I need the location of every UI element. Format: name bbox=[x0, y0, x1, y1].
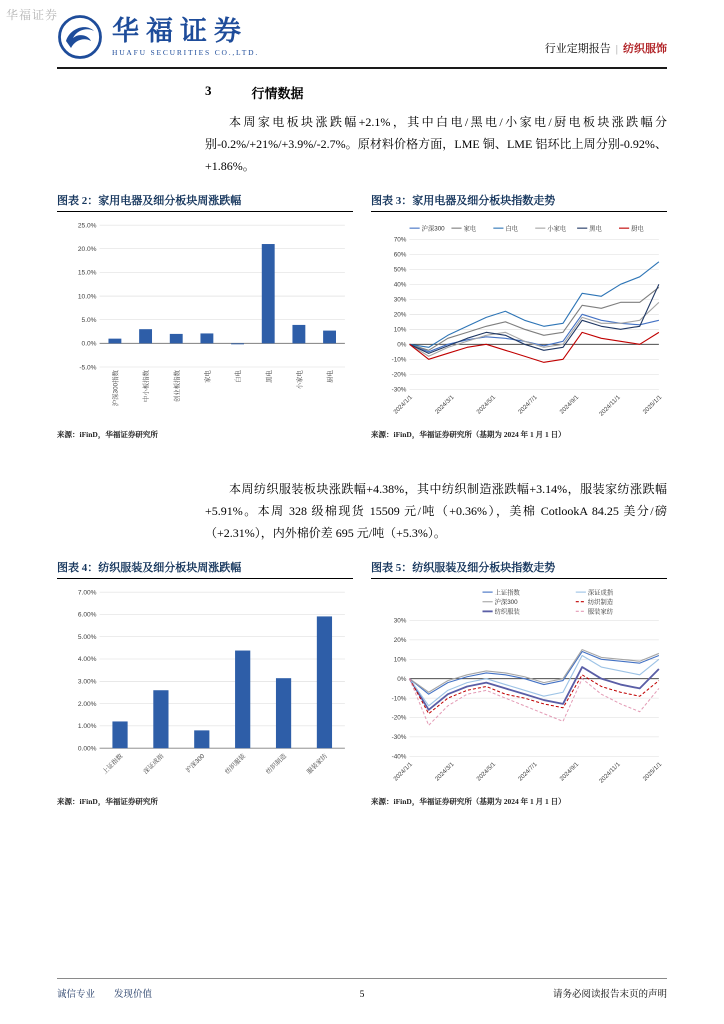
svg-text:2024/5/1: 2024/5/1 bbox=[475, 393, 498, 416]
figure-4-label: 图表 4： bbox=[57, 561, 99, 574]
huafu-logo-icon bbox=[57, 14, 103, 60]
svg-text:厨电: 厨电 bbox=[327, 370, 335, 383]
svg-text:2.00%: 2.00% bbox=[77, 700, 97, 708]
meta-separator: | bbox=[615, 43, 618, 55]
line-chart-home-appliance bbox=[371, 217, 667, 426]
figure-3-source: 来源：iFinD，华福证券研究所（基期为 2024 年 1 月 1 日） bbox=[371, 429, 566, 439]
svg-text:0%: 0% bbox=[397, 675, 407, 683]
logo-title: 华福证券 bbox=[112, 15, 248, 46]
svg-text:纺织服装: 纺织服装 bbox=[224, 752, 248, 776]
svg-text:40%: 40% bbox=[393, 281, 407, 289]
report-type: 行业定期报告 bbox=[544, 43, 611, 55]
svg-text:沪深300: 沪深300 bbox=[421, 225, 445, 233]
svg-text:25.0%: 25.0% bbox=[77, 222, 97, 230]
figure-3-title: 图表 3： 家用电器及细分板块指数走势 bbox=[371, 192, 667, 212]
svg-text:上证指数: 上证指数 bbox=[494, 589, 520, 597]
section-heading bbox=[205, 83, 667, 102]
svg-text:0.0%: 0.0% bbox=[81, 340, 97, 348]
figure-4 bbox=[57, 559, 353, 807]
svg-text:20%: 20% bbox=[393, 636, 407, 644]
figure-row-1 bbox=[57, 192, 667, 440]
svg-text:0.00%: 0.00% bbox=[77, 745, 97, 753]
figure-2-source: 来源：iFinD，华福证券研究所 bbox=[57, 429, 158, 439]
svg-text:-5.0%: -5.0% bbox=[79, 364, 97, 372]
svg-text:2025/1/1: 2025/1/1 bbox=[641, 760, 664, 783]
figure-5-source: 来源：iFinD，华福证券研究所（基期为 2024 年 1 月 1 日） bbox=[371, 796, 566, 806]
svg-text:2024/7/1: 2024/7/1 bbox=[516, 760, 539, 783]
page-footer bbox=[57, 978, 667, 1000]
svg-text:-40%: -40% bbox=[391, 753, 407, 761]
svg-text:纺织服装: 纺织服装 bbox=[494, 608, 520, 616]
svg-text:60%: 60% bbox=[393, 251, 407, 259]
svg-text:服装家纺: 服装家纺 bbox=[587, 608, 614, 616]
svg-text:3.00%: 3.00% bbox=[77, 678, 97, 686]
figure-row-2 bbox=[57, 559, 667, 807]
section-number: 3 bbox=[205, 83, 212, 98]
svg-text:2024/9/1: 2024/9/1 bbox=[558, 760, 581, 783]
report-meta bbox=[545, 40, 667, 60]
svg-text:小家电: 小家电 bbox=[296, 370, 304, 390]
svg-text:20.0%: 20.0% bbox=[77, 245, 97, 253]
logo-text bbox=[112, 17, 259, 58]
svg-text:家电: 家电 bbox=[204, 370, 212, 383]
svg-text:白电: 白电 bbox=[505, 225, 519, 233]
svg-text:2025/1/1: 2025/1/1 bbox=[641, 393, 664, 416]
svg-text:5.00%: 5.00% bbox=[77, 633, 97, 641]
figure-4-source: 来源：iFinD，华福证券研究所 bbox=[57, 796, 158, 806]
svg-text:黑电: 黑电 bbox=[265, 370, 273, 383]
figure-2 bbox=[57, 192, 353, 440]
svg-text:上证指数: 上证指数 bbox=[101, 752, 125, 776]
svg-text:小家电: 小家电 bbox=[547, 225, 567, 233]
logo bbox=[57, 14, 259, 60]
svg-text:黑电: 黑电 bbox=[589, 225, 602, 233]
svg-text:10%: 10% bbox=[393, 326, 407, 334]
svg-text:2024/7/1: 2024/7/1 bbox=[516, 393, 539, 416]
svg-text:-10%: -10% bbox=[391, 695, 407, 703]
svg-text:-20%: -20% bbox=[391, 714, 407, 722]
figure-5-label: 图表 5： bbox=[371, 561, 413, 574]
svg-text:纺织制造: 纺织制造 bbox=[265, 752, 289, 776]
svg-text:深证成指: 深证成指 bbox=[142, 752, 166, 776]
svg-text:沪深300指数: 沪深300指数 bbox=[112, 370, 120, 407]
svg-text:30%: 30% bbox=[393, 617, 407, 625]
svg-text:白电: 白电 bbox=[235, 370, 243, 383]
page-number: 5 bbox=[359, 990, 365, 1000]
svg-text:2024/11/1: 2024/11/1 bbox=[598, 393, 622, 418]
svg-text:2024/3/1: 2024/3/1 bbox=[433, 760, 456, 783]
svg-text:2024/11/1: 2024/11/1 bbox=[598, 760, 622, 785]
svg-text:-20%: -20% bbox=[391, 371, 407, 379]
svg-text:30%: 30% bbox=[393, 296, 407, 304]
svg-text:家电: 家电 bbox=[463, 225, 477, 233]
svg-text:创业板指数: 创业板指数 bbox=[173, 370, 181, 402]
svg-text:70%: 70% bbox=[393, 236, 407, 244]
svg-text:厨电: 厨电 bbox=[631, 225, 644, 233]
svg-text:10.0%: 10.0% bbox=[77, 293, 97, 301]
svg-text:沪深300: 沪深300 bbox=[494, 598, 518, 606]
logo-subtitle: HUAFU SECURITIES CO.,LTD. bbox=[112, 48, 260, 58]
figure-4-title: 图表 4： 纺织服装及细分板块周涨跌幅 bbox=[57, 559, 353, 579]
svg-text:深证成指: 深证成指 bbox=[587, 589, 614, 597]
svg-text:中小板指数: 中小板指数 bbox=[143, 370, 151, 402]
bar-chart-home-appliance bbox=[57, 217, 353, 426]
svg-text:-30%: -30% bbox=[391, 733, 407, 741]
page-header bbox=[57, 0, 667, 69]
svg-text:2024/3/1: 2024/3/1 bbox=[433, 393, 456, 416]
svg-text:7.00%: 7.00% bbox=[77, 589, 97, 597]
industry-tag: 纺织服饰 bbox=[623, 43, 667, 55]
paragraph-textile: 本周纺织服装板块涨跌幅+4.38%，其中纺织制造涨跌幅+3.14%，服装家纺涨跌幅+5.91%。本周 328 级棉现货 15509 元/吨（+0.36%），美棉 CotlookA 84.25 美分/磅（+2.31%），内外棉价差 695 元/吨（+5.3%）。 bbox=[205, 481, 667, 540]
svg-text:10%: 10% bbox=[393, 656, 407, 664]
svg-text:沪深300: 沪深300 bbox=[184, 752, 207, 775]
svg-text:20%: 20% bbox=[393, 311, 407, 319]
paragraph-home-appliance: 本周家电板块涨跌幅+2.1%，其中白电/黑电/小家电/厨电板块涨跌幅分别-0.2%/+21%/+3.9%/-2.7%。原材料价格方面，LME 铜、LME 铝环比上周分别-0.92%、+1.86%。 bbox=[205, 115, 667, 173]
svg-text:4.00%: 4.00% bbox=[77, 656, 97, 664]
figure-2-label: 图表 2： bbox=[57, 195, 99, 207]
svg-text:-10%: -10% bbox=[391, 356, 407, 364]
svg-text:6.00%: 6.00% bbox=[77, 611, 97, 619]
svg-text:15.0%: 15.0% bbox=[77, 269, 97, 277]
figure-2-title: 图表 2： 家用电器及细分板块周涨跌幅 bbox=[57, 192, 353, 212]
figure-5 bbox=[371, 559, 667, 807]
bar-chart-textile bbox=[57, 584, 353, 793]
footer-motto: 诚信专业 发现价值 bbox=[57, 990, 153, 1000]
svg-text:-30%: -30% bbox=[391, 386, 407, 394]
figure-3-label: 图表 3： bbox=[371, 195, 413, 207]
watermark: 华福证券 bbox=[6, 8, 59, 22]
section-title: 行情数据 bbox=[251, 86, 304, 101]
svg-text:0%: 0% bbox=[397, 341, 407, 349]
footer-disclaimer: 请务必阅读报告末页的声明 bbox=[552, 990, 667, 1000]
svg-text:1.00%: 1.00% bbox=[77, 722, 97, 730]
svg-text:5.0%: 5.0% bbox=[81, 316, 97, 324]
figure-3 bbox=[371, 192, 667, 440]
line-chart-textile bbox=[371, 584, 667, 793]
svg-text:纺织制造: 纺织制造 bbox=[587, 598, 614, 606]
svg-text:2024/1/1: 2024/1/1 bbox=[392, 393, 414, 416]
svg-text:服装家纺: 服装家纺 bbox=[305, 752, 329, 776]
svg-text:2024/1/1: 2024/1/1 bbox=[392, 760, 414, 783]
svg-text:2024/5/1: 2024/5/1 bbox=[475, 760, 498, 783]
svg-text:50%: 50% bbox=[393, 266, 407, 274]
svg-text:2024/9/1: 2024/9/1 bbox=[558, 393, 581, 416]
figure-5-title: 图表 5： 纺织服装及细分板块指数走势 bbox=[371, 559, 667, 579]
